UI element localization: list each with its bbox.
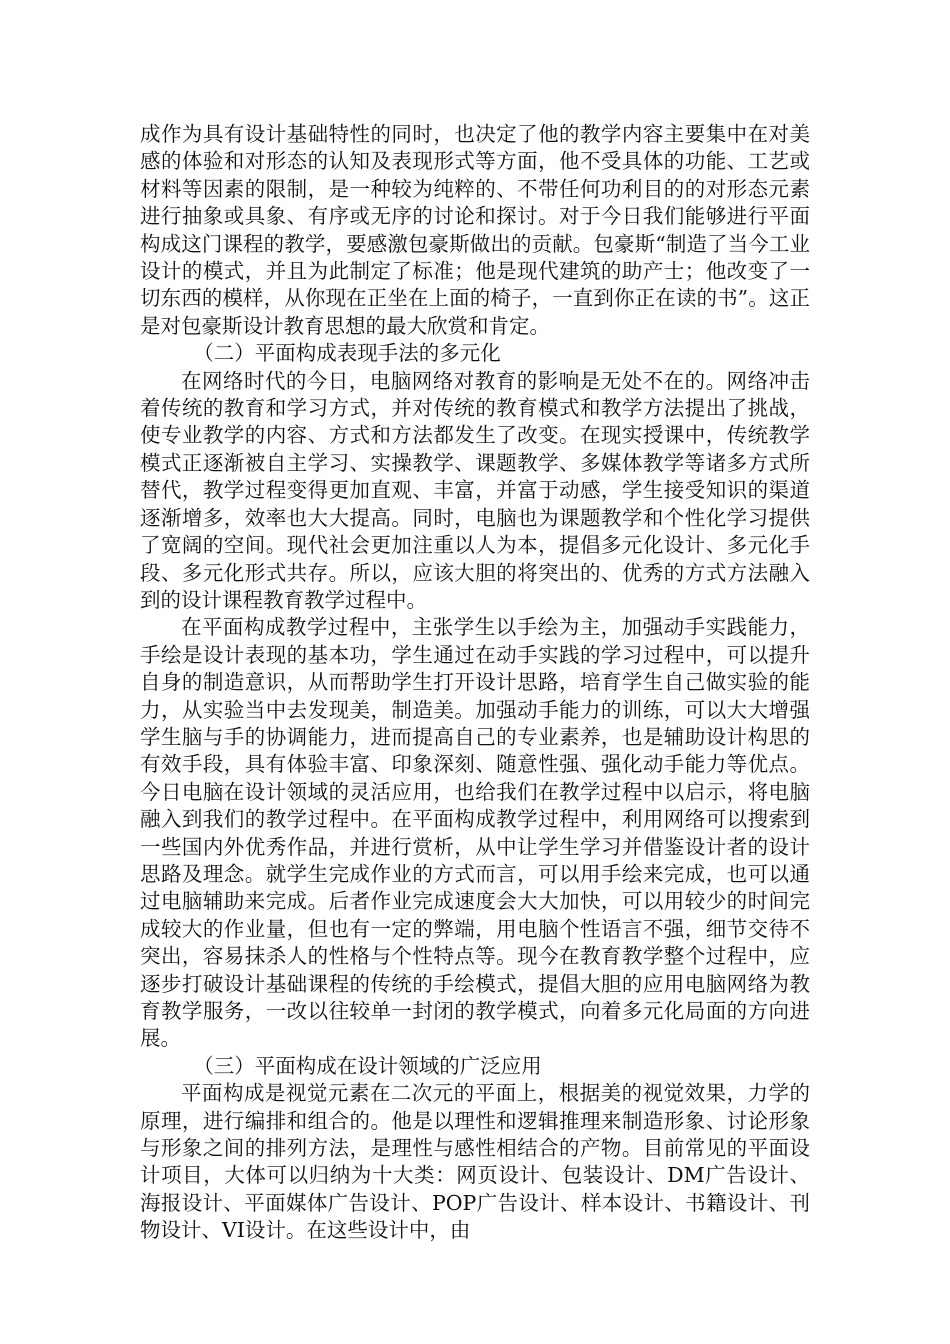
paragraph-4: 平面构成是视觉元素在二次元的平面上，根据美的视觉效果，力学的原理，进行编排和组合的。他是以理性和逻辑推理来制造形象、讨论形象与形象之间的排列方法，是理性与感性相结合的产物。目前常见的平面设计项目，大体可以归纳为十大类：网页设计、包装设计、DM广告设计、海报设计、平面媒体广告设计、POP广告设计、样本设计、书籍设计、刊物设计、VI设计。在这些设计中，由 — [140, 1081, 810, 1243]
section-heading-3: （三）平面构成在设计领域的广泛应用 — [193, 1053, 542, 1078]
paragraph-3: 在平面构成教学过程中，主张学生以手绘为主，加强动手实践能力，手绘是设计表现的基本功，学生通过在动手实践的学习过程中，可以提升自身的制造意识，从而帮助学生打开设计思路，培育学生自己做实验的能力，从实验当中去发现美，制造美。加强动手能力的训练，可以大大增强学生脑与手的协调能力，进而提高自己的专业素养，也是辅助设计构思的有效手段，具有体验丰富、印象深刻、随意性强、强化动手能力等优点。今日电脑在设计领域的灵活应用，也给我们在教学过程中以启示，将电脑融入到我们的教学过程中。在平面构成教学过程中，利用网络可以搜索到一些国内外优秀作品，并进行赏析，从中让学生学习并借鉴设计者的设计思路及理念。就学生完成作业的方式而言，可以用手绘来完成，也可以通过电脑辅助来完成。后者作业完成速度会大大加快，可以用较少的时间完成较大的作业量，但也有一定的弊端，用电脑个性语言不强，细节交待不突出，容易抹杀人的性格与个性特点等。现今在教育教学整个过程中，应逐步打破设计基础课程的传统的手绘模式，提倡大胆的应用电脑网络为教育教学服务，一改以往较单一封闭的教学模式，向着多元化局面的方向进展。 — [140, 615, 810, 1051]
document-body — [140, 121, 810, 1245]
paragraph-2: 在网络时代的今日，电脑网络对教育的影响是无处不在的。网络冲击着传统的教育和学习方式，并对传统的教育模式和教学方法提出了挑战，使专业教学的内容、方式和方法都发生了改变。在现实授课中，传统教学模式正逐渐被自主学习、实操教学、课题教学、多媒体教学等诸多方式所替代，教学过程变得更加直观、丰富，并富于动感，学生接受知识的渠道逐渐增多，效率也大大提高。同时，电脑也为课题教学和个性化学习提供了宽阔的空间。现代社会更加注重以人为本，提倡多元化设计、多元化手段、多元化形式共存。所以，应该大胆的将突出的、优秀的方式方法融入到的设计课程教育教学过程中。 — [140, 368, 810, 612]
paragraph-1: 成作为具有设计基础特性的同时，也决定了他的教学内容主要集中在对美感的体验和对形态的认知及表现形式等方面，他不受具体的功能、工艺或材料等因素的限制，是一种较为纯粹的、不带任何功利目的的对形态元素进行抽象或具象、有序或无序的讨论和探讨。对于今日我们能够进行平面构成这门课程的教学，要感激包豪斯做出的贡献。包豪斯“制造了当今工业设计的模式，并且为此制定了标准；他是现代建筑的助产士；他改变了一切东西的模样，从你现在正坐在上面的椅子，一直到你正在读的书”。这正是对包豪斯设计教育思想的最大欣赏和肯定。 — [140, 122, 810, 338]
section-heading-2: （二）平面构成表现手法的多元化 — [193, 341, 501, 366]
